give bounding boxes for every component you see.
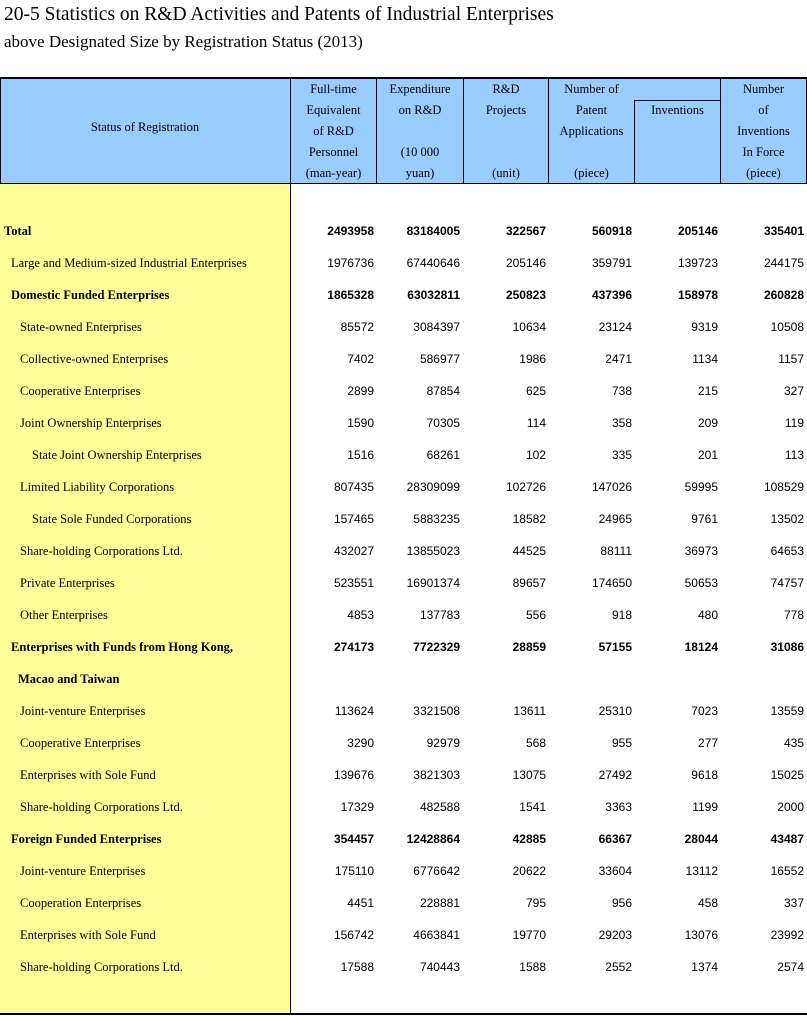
cell-patent-applications: 147026 [591,480,632,494]
header-patent-group: Number of [564,82,619,96]
cell-projects: 795 [525,896,546,910]
cell-patent-applications: 25310 [598,704,632,718]
table-row [0,823,807,855]
cell-personnel: 4451 [347,896,374,910]
row-label: Share-holding Corporations Ltd. [20,800,183,814]
cell-personnel: 1590 [347,416,374,430]
cell-inventions-in-force: 335401 [763,224,804,238]
cell-expenditure: 3084397 [413,320,460,334]
cell-personnel: 1516 [347,448,374,462]
table-row [0,887,807,919]
row-label: Foreign Funded Enterprises [11,832,162,846]
cell-inventions: 205146 [677,224,718,238]
cell-inventions-in-force: 10508 [770,320,804,334]
table-row [0,759,807,791]
table-row [0,471,807,503]
cell-expenditure: 7722329 [413,640,460,654]
cell-inventions: 201 [697,448,718,462]
cell-patent-applications: 23124 [598,320,632,334]
cell-expenditure: 5883235 [413,512,460,526]
cell-patent-applications: 24965 [598,512,632,526]
cell-expenditure: 3321508 [413,704,460,718]
cell-patent-applications: 918 [611,608,632,622]
cell-inventions-in-force: 435 [783,736,804,750]
cell-expenditure: 482588 [419,800,460,814]
cell-expenditure: 586977 [419,352,460,366]
cell-projects: 205146 [505,256,546,270]
row-label: State-owned Enterprises [20,320,142,334]
cell-inventions-in-force: 113 [784,448,804,462]
cell-expenditure: 68261 [426,448,460,462]
cell-inventions-in-force: 2574 [777,960,804,974]
table-row [0,919,807,951]
header-expenditure: Expenditure on R&D (10 000 yuan) [389,82,451,180]
table-row [0,951,807,983]
table-row [0,567,807,599]
row-label: Limited Liability Corporations [20,480,175,494]
cell-projects: 44525 [512,544,546,558]
cell-projects: 250823 [505,288,546,302]
row-label: Enterprises with Sole Fund [20,768,156,782]
cell-personnel: 2899 [347,384,374,398]
row-label: Cooperation Enterprises [20,896,142,910]
header-inventions: Inventions [651,103,704,117]
cell-personnel: 156742 [333,928,374,942]
cell-projects: 10634 [512,320,546,334]
cell-projects: 1588 [519,960,546,974]
cell-projects: 322567 [505,224,546,238]
cell-expenditure: 13855023 [406,544,460,558]
cell-projects: 13075 [512,768,546,782]
cell-personnel: 3290 [347,736,374,750]
cell-expenditure: 3821303 [413,768,460,782]
cell-inventions-in-force: 119 [784,416,804,430]
cell-personnel: 1865328 [327,288,374,302]
cell-projects: 1541 [519,800,546,814]
table-row [0,727,807,759]
cell-expenditure: 16901374 [406,576,460,590]
cell-expenditure: 63032811 [407,288,460,302]
cell-patent-applications: 2471 [605,352,632,366]
cell-patent-applications: 955 [611,736,632,750]
cell-projects: 13611 [513,704,546,718]
cell-projects: 568 [525,736,546,750]
table-row [0,791,807,823]
table-row [0,343,807,375]
cell-personnel: 523551 [333,576,374,590]
cell-expenditure: 87854 [426,384,460,398]
row-label: State Joint Ownership Enterprises [32,448,202,462]
cell-inventions-in-force: 15025 [770,768,804,782]
cell-patent-applications: 88111 [600,544,632,558]
row-label: Joint-venture Enterprises [20,704,146,718]
cell-projects: 19770 [512,928,546,942]
cell-personnel: 354457 [333,832,374,846]
cell-inventions-in-force: 260828 [763,288,804,302]
cell-projects: 625 [525,384,546,398]
cell-personnel: 113624 [334,704,374,718]
cell-inventions-in-force: 16552 [770,864,804,878]
cell-inventions: 18124 [684,640,718,654]
cell-personnel: 175110 [334,864,374,878]
cell-projects: 89657 [512,576,546,590]
cell-personnel: 7402 [347,352,374,366]
cell-inventions: 1134 [692,352,718,366]
header-personnel: Full-time Equivalent of R&D Personnel (man-year) [305,82,362,180]
row-label: Large and Medium-sized Industrial Enterprises [11,256,247,270]
cell-inventions-in-force: 778 [783,608,804,622]
cell-inventions: 59995 [684,480,718,494]
cell-inventions-in-force: 337 [783,896,804,910]
cell-expenditure: 137783 [419,608,460,622]
cell-inventions-in-force: 13502 [770,512,804,526]
cell-projects: 20622 [512,864,546,878]
table-row [0,855,807,887]
cell-inventions-in-force: 327 [783,384,804,398]
cell-personnel: 85572 [340,320,374,334]
table-row [0,215,807,247]
table-row [0,631,807,663]
cell-patent-applications: 2552 [605,960,632,974]
cell-expenditure: 28309099 [406,480,460,494]
cell-projects: 102726 [505,480,546,494]
cell-personnel: 2493958 [327,224,374,238]
table-row [0,535,807,567]
row-label: Share-holding Corporations Ltd. [20,544,183,558]
cell-inventions: 158978 [677,288,718,302]
cell-personnel: 139676 [333,768,374,782]
cell-inventions: 458 [697,896,718,910]
cell-personnel: 274173 [333,640,374,654]
cell-inventions: 139723 [677,256,718,270]
cell-inventions: 9761 [691,512,718,526]
cell-expenditure: 83184005 [406,224,460,238]
row-label: Share-holding Corporations Ltd. [20,960,183,974]
cell-personnel: 432027 [333,544,374,558]
table-row [0,311,807,343]
cell-inventions: 36973 [684,544,718,558]
cell-inventions: 13076 [684,928,718,942]
row-label: Enterprises with Funds from Hong Kong, [11,640,234,654]
cell-inventions-in-force: 43487 [770,832,804,846]
cell-expenditure: 67440646 [406,256,460,270]
cell-personnel: 1976736 [327,256,374,270]
cell-expenditure: 92979 [426,736,460,750]
cell-expenditure: 70305 [426,416,460,430]
cell-inventions: 215 [697,384,718,398]
cell-expenditure: 228881 [419,896,460,910]
row-label: State Sole Funded Corporations [32,512,192,526]
cell-personnel: 157465 [333,512,374,526]
cell-expenditure: 4663841 [413,928,460,942]
cell-inventions-in-force: 31086 [770,640,804,654]
cell-projects: 28859 [512,640,546,654]
cell-inventions: 7023 [691,704,718,718]
bottom-rule [0,1013,807,1015]
cell-projects: 1986 [519,352,546,366]
table-row [0,407,807,439]
table-subtitle: above Designated Size by Registration Status (2013) [4,32,363,51]
header-inventions-in-force: Number of Inventions In Force (piece) [737,82,790,180]
cell-projects: 556 [525,608,546,622]
cell-inventions-in-force: 244175 [763,256,804,270]
cell-inventions: 480 [697,608,718,622]
cell-projects: 18582 [512,512,546,526]
cell-patent-applications: 29203 [598,928,632,942]
cell-expenditure: 740443 [419,960,460,974]
row-label: Joint Ownership Enterprises [20,416,162,430]
header-patent-applications: Patent Applications (piece) [559,103,624,180]
cell-patent-applications: 174650 [591,576,632,590]
row-label: Total [4,224,32,238]
cell-inventions: 1199 [692,800,718,814]
header-status: Status of Registration [90,120,200,134]
table-title: 20-5 Statistics on R&D Activities and Patents of Industrial Enterprises [4,4,554,25]
cell-inventions: 1374 [691,960,718,974]
cell-personnel: 17329 [340,800,374,814]
cell-inventions: 277 [697,736,718,750]
cell-personnel: 17588 [340,960,374,974]
table-row [0,247,807,279]
cell-inventions-in-force: 64653 [770,544,804,558]
cell-patent-applications: 738 [611,384,632,398]
cell-patent-applications: 335 [611,448,632,462]
cell-inventions: 28044 [684,832,718,846]
cell-inventions: 209 [697,416,718,430]
table-row [0,599,807,631]
cell-patent-applications: 33604 [598,864,632,878]
cell-inventions: 13112 [685,864,718,878]
cell-patent-applications: 359791 [591,256,632,270]
row-label: Joint-venture Enterprises [20,864,146,878]
cell-projects: 42885 [512,832,546,846]
cell-inventions-in-force: 74757 [770,576,804,590]
cell-personnel: 807435 [333,480,374,494]
cell-patent-applications: 27492 [598,768,632,782]
header-projects: R&D Projects (unit) [485,82,527,180]
table-row [0,663,807,695]
cell-inventions: 50653 [684,576,718,590]
cell-patent-applications: 358 [611,416,632,430]
row-label: Cooperative Enterprises [20,384,141,398]
row-label: Other Enterprises [20,608,108,622]
cell-inventions-in-force: 2000 [777,800,804,814]
row-label: Domestic Funded Enterprises [11,288,170,302]
table-row [0,503,807,535]
cell-inventions-in-force: 1157 [778,352,804,366]
cell-expenditure: 6776642 [413,864,460,878]
cell-patent-applications: 3363 [605,800,632,814]
table-row [0,439,807,471]
row-label: Macao and Taiwan [18,672,120,686]
table-row [0,375,807,407]
cell-inventions-in-force: 23992 [770,928,804,942]
cell-patent-applications: 66367 [598,832,632,846]
cell-patent-applications: 560918 [591,224,632,238]
cell-projects: 114 [526,416,546,430]
cell-patent-applications: 437396 [591,288,632,302]
cell-inventions-in-force: 13559 [770,704,804,718]
cell-inventions-in-force: 108529 [763,480,804,494]
cell-personnel: 4853 [347,608,374,622]
row-label: Enterprises with Sole Fund [20,928,156,942]
table-row [0,279,807,311]
cell-patent-applications: 57155 [598,640,632,654]
cell-projects: 102 [525,448,546,462]
cell-expenditure: 12428864 [406,832,460,846]
cell-patent-applications: 956 [611,896,632,910]
table-row [0,695,807,727]
row-label: Private Enterprises [20,576,115,590]
row-label: Cooperative Enterprises [20,736,141,750]
cell-inventions: 9618 [691,768,718,782]
row-label: Collective-owned Enterprises [20,352,169,366]
cell-inventions: 9319 [691,320,718,334]
